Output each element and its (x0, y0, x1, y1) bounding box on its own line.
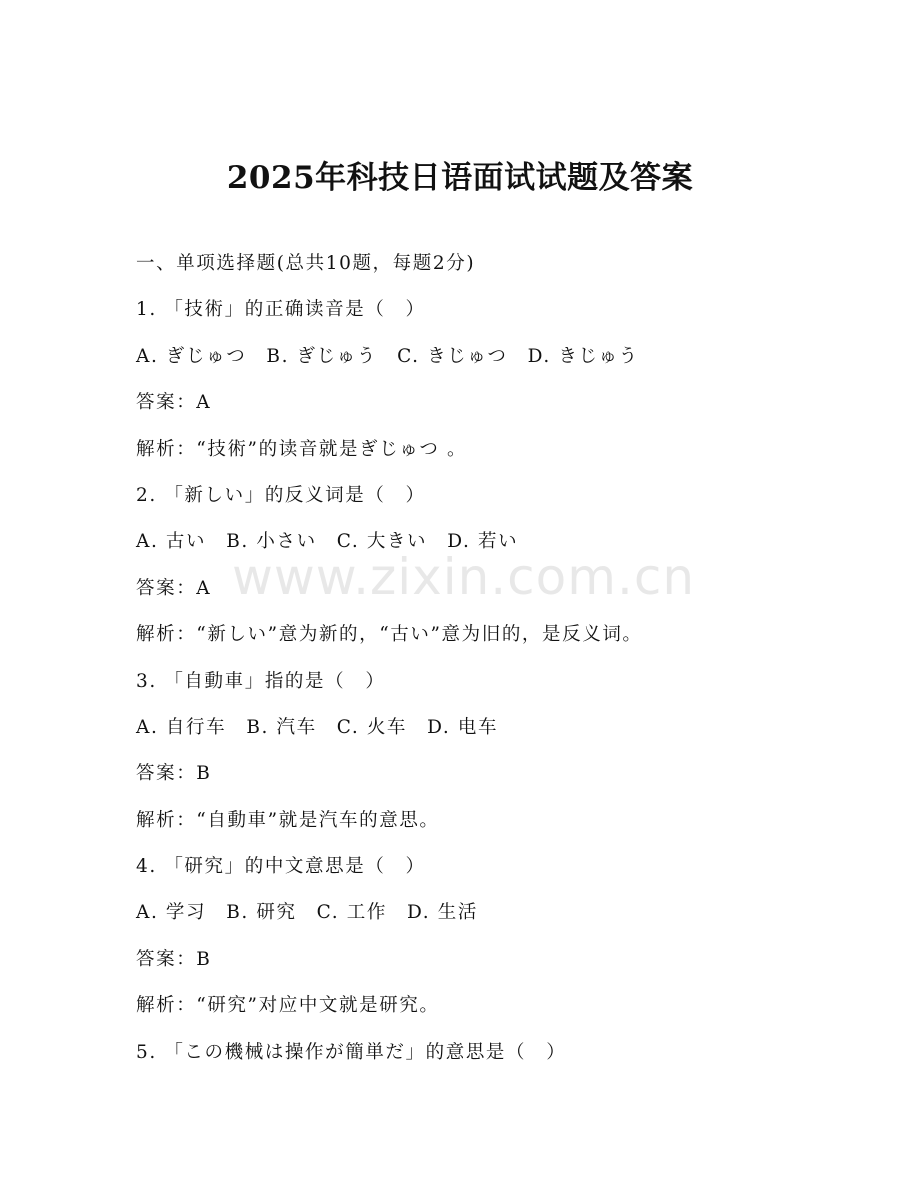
document-body (136, 246, 836, 1081)
question-4: 4. 「研究」的中文意思是（ ） (136, 856, 426, 878)
document-title: 2025年科技日语面试试题及答案 (226, 160, 694, 196)
question-4-options: A. 学习 B. 研究 C. 工作 D. 生活 (136, 902, 478, 924)
question-2-answer: 答案：A (136, 577, 212, 599)
question-1: 1. 「技術」的正确读音是（ ） (136, 299, 426, 321)
question-1-answer: 答案：A (136, 392, 212, 414)
question-1-explanation: 解析：“技術”的读音就是ぎじゅつ 。 (136, 438, 468, 460)
question-4-answer: 答案：B (136, 948, 212, 970)
section-heading: 一、单项选择题(总共10题，每题2分) (136, 253, 476, 274)
question-5: 5. 「この機械は操作が簡単だ」的意思是（ ） (136, 1041, 567, 1063)
question-2-options: A. 古い B. 小さい C. 大きい D. 若い (136, 531, 519, 553)
question-2-explanation: 解析：“新しい”意为新的，“古い”意为旧的，是反义词。 (136, 624, 643, 646)
question-3-options: A. 自行车 B. 汽车 C. 火车 D. 电车 (136, 716, 499, 738)
question-2: 2. 「新しい」的反义词是（ ） (136, 484, 426, 506)
watermark: www.zixin.com.cn (232, 548, 696, 606)
question-3: 3. 「自動車」指的是（ ） (136, 670, 386, 692)
question-4-explanation: 解析：“研究”对应中文就是研究。 (136, 995, 440, 1017)
question-3-explanation: 解析：“自動車”就是汽车的意思。 (136, 809, 440, 831)
question-1-options: A. ぎじゅつ B. ぎじゅう C. きじゅつ D. きじゅう (136, 345, 639, 367)
question-3-answer: 答案：B (136, 763, 212, 785)
